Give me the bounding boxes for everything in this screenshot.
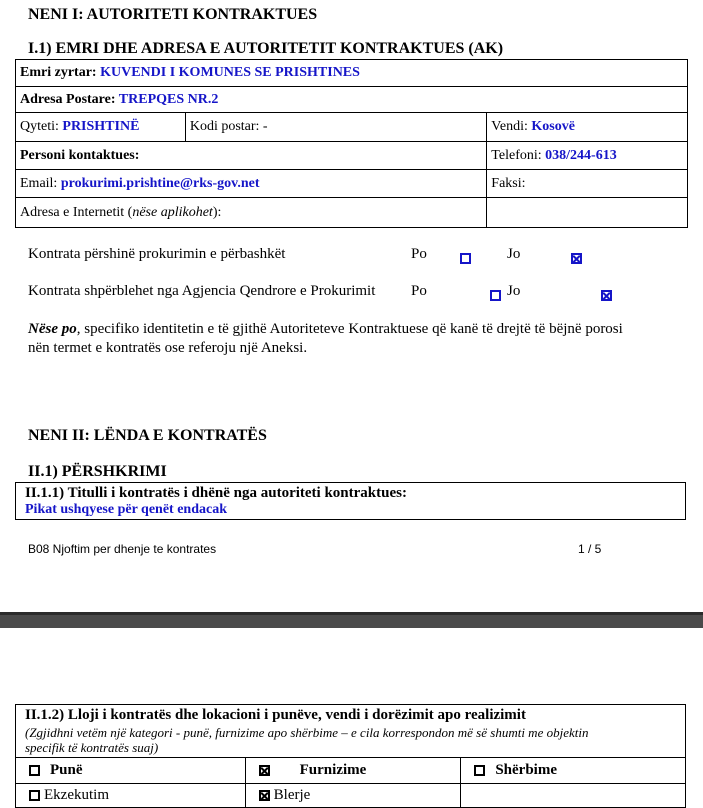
official-name-row: Emri zyrtar: KUVENDI I KOMUNES SE PRISHTINES — [16, 60, 688, 87]
services-empty-cell — [461, 784, 686, 808]
joint-procurement-po-label: Po — [411, 246, 427, 262]
contract-type-note-line-2: specifik të kontratës suaj) — [25, 740, 159, 755]
internet-value-cell — [487, 198, 688, 228]
services-checkbox[interactable] — [474, 765, 485, 776]
contract-type-title: II.1.2) Lloji i kontratës dhe lokacioni i punëve, vendi i dorëzimit apo realizimit — [25, 707, 526, 723]
country-cell — [487, 113, 688, 142]
phone-value: 038/244-613 — [545, 147, 617, 163]
official-name-label: Emri zyrtar — [20, 65, 92, 80]
official-name-value: KUVENDI I KOMUNES SE PRISHTINES — [100, 65, 360, 80]
note-line-2: nën termet e kontratës ose referoju një Aneksi. — [28, 340, 308, 356]
note-line-1: , specifiko identitetin e të gjithë Autoriteteve Kontraktuese që kanë të drejtë të bëjnë porosi — [76, 321, 623, 337]
phone-cell — [487, 142, 688, 170]
country-value: Kosovë — [531, 119, 575, 134]
page-separator-edge — [0, 612, 703, 615]
central-agency-jo-checkbox[interactable] — [601, 290, 612, 301]
supplies-header-cell — [245, 758, 461, 784]
authority-table — [15, 59, 688, 228]
joint-procurement-jo-checkbox[interactable] — [571, 253, 582, 264]
email-cell — [16, 170, 487, 198]
execution-checkbox[interactable] — [29, 790, 40, 801]
fax-cell — [487, 170, 688, 198]
contract-title-value: Pikat ushqyese për qenët endacak — [25, 502, 227, 517]
footer-page-number: 1 / 5 — [578, 542, 602, 556]
contract-title-box — [15, 482, 686, 520]
postal-address-row: Adresa Postare: TREPQES NR.2 — [16, 87, 688, 113]
country-label: Vendi: — [491, 119, 528, 134]
works-checkbox[interactable] — [29, 765, 40, 776]
central-agency-question: Kontrata shpërblehet nga Agjencia Qendrore e Prokurimit — [28, 283, 376, 299]
footer-form-name: B08 Njoftim per dhenje te kontrates — [28, 542, 217, 556]
contact-person-cell — [16, 142, 487, 170]
email-value: prokurimi.prishtine@rks-gov.net — [60, 175, 260, 191]
services-header-cell — [461, 758, 686, 784]
email-label: Email: — [20, 175, 58, 191]
central-agency-po-label: Po — [411, 283, 427, 299]
supplies-label: Furnizime — [299, 762, 367, 778]
contract-type-table — [15, 757, 686, 808]
section-subtitle-1-1: I.1) EMRI DHE ADRESA E AUTORITETIT KONTRAKTUES (AK) — [28, 40, 504, 57]
execution-cell — [16, 784, 246, 808]
section-subtitle-2-1: II.1) PËRSHKRIMI — [28, 463, 167, 480]
section-title-1: NENI I: AUTORITETI KONTRAKTUES — [28, 6, 318, 23]
internet-label-end: ): — [212, 204, 222, 220]
contract-type-note — [25, 725, 588, 755]
contract-title-label: II.1.1) Titulli i kontratës i dhënë nga autoriteti kontraktues: — [25, 485, 407, 501]
joint-procurement-jo-label: Jo — [507, 246, 521, 262]
purchase-checkbox[interactable] — [259, 790, 270, 801]
postal-code-cell — [185, 113, 486, 142]
central-agency-jo-label: Jo — [507, 283, 521, 299]
joint-procurement-question: Kontrata përshinë prokurimin e përbashkët — [28, 246, 286, 262]
internet-address-cell — [16, 198, 487, 228]
contact-person-label: Personi kontaktues: — [20, 147, 140, 163]
works-header-cell — [16, 758, 246, 784]
central-agency-po-checkbox[interactable] — [490, 290, 501, 301]
phone-label: Telefoni: — [491, 147, 542, 163]
internet-label: Adresa e Internetit ( — [20, 204, 133, 220]
internet-italic-note: nëse aplikohet — [132, 204, 213, 220]
services-label: Shërbime — [495, 762, 557, 778]
city-cell — [16, 113, 186, 142]
city-value: PRISHTINË — [62, 119, 140, 134]
supplies-checkbox[interactable] — [259, 765, 270, 776]
joint-procurement-po-checkbox[interactable] — [460, 253, 471, 264]
joint-procurement-note — [28, 320, 688, 358]
execution-label: Ekzekutim — [44, 787, 109, 803]
postal-code-label: Kodi postar: - — [189, 119, 268, 134]
city-label: Qyteti: — [20, 119, 59, 134]
postal-address-value: TREPQES NR.2 — [118, 91, 219, 107]
note-bold: Nëse po — [28, 321, 77, 337]
postal-address-label: Adresa Postare — [20, 91, 111, 107]
purchase-cell — [245, 784, 461, 808]
section-title-2: NENI II: LËNDA E KONTRATËS — [28, 427, 267, 444]
fax-label: Faksi: — [491, 175, 526, 191]
purchase-label: Blerje — [273, 787, 311, 803]
contract-type-note-line-1: (Zgjidhni vetëm një kategori - punë, furnizime apo shërbime – e cila korrespondon më së shumti me objektin — [25, 725, 589, 740]
works-label: Punë — [50, 762, 83, 778]
